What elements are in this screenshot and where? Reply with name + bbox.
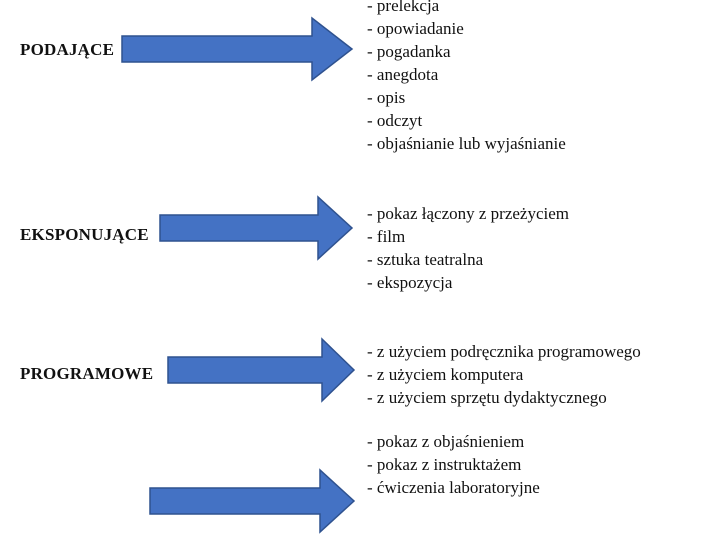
list-item: - opowiadanie xyxy=(367,17,566,40)
arrow-right-icon xyxy=(148,468,388,534)
group-label-programowe: PROGRAMOWE xyxy=(20,364,154,383)
item-list-fourth xyxy=(367,430,540,499)
list-item: - opis xyxy=(367,86,566,109)
list-item: - odczyt xyxy=(367,109,566,132)
list-item: - pokaz z objaśnieniem xyxy=(367,430,540,453)
list-item: - z użyciem sprzętu dydaktycznego xyxy=(367,386,641,409)
list-item: - ekspozycja xyxy=(367,271,569,294)
item-list-eksponujace xyxy=(367,202,569,294)
list-item: - z użyciem podręcznika programowego xyxy=(367,340,641,363)
list-item: - film xyxy=(367,225,569,248)
group-label-eksponujace: EKSPONUJĄCE xyxy=(20,225,149,244)
item-list-programowe xyxy=(367,340,641,409)
list-item: - ćwiczenia laboratoryjne xyxy=(367,476,540,499)
list-item: - pokaz łączony z przeżyciem xyxy=(367,202,569,225)
group-label-podajace: PODAJĄCE xyxy=(20,40,115,59)
arrow-right-icon xyxy=(158,195,398,261)
list-item: - anegdota xyxy=(367,63,566,86)
list-item: - sztuka teatralna xyxy=(367,248,569,271)
list-item: - objaśnianie lub wyjaśnianie xyxy=(367,132,566,155)
list-item: - z użyciem komputera xyxy=(367,363,641,386)
list-item: - prelekcja xyxy=(367,0,566,17)
list-item: - pogadanka xyxy=(367,40,566,63)
item-list-podajace xyxy=(367,0,566,155)
arrow-right-icon xyxy=(120,16,360,82)
list-item: - pokaz z instruktażem xyxy=(367,453,540,476)
